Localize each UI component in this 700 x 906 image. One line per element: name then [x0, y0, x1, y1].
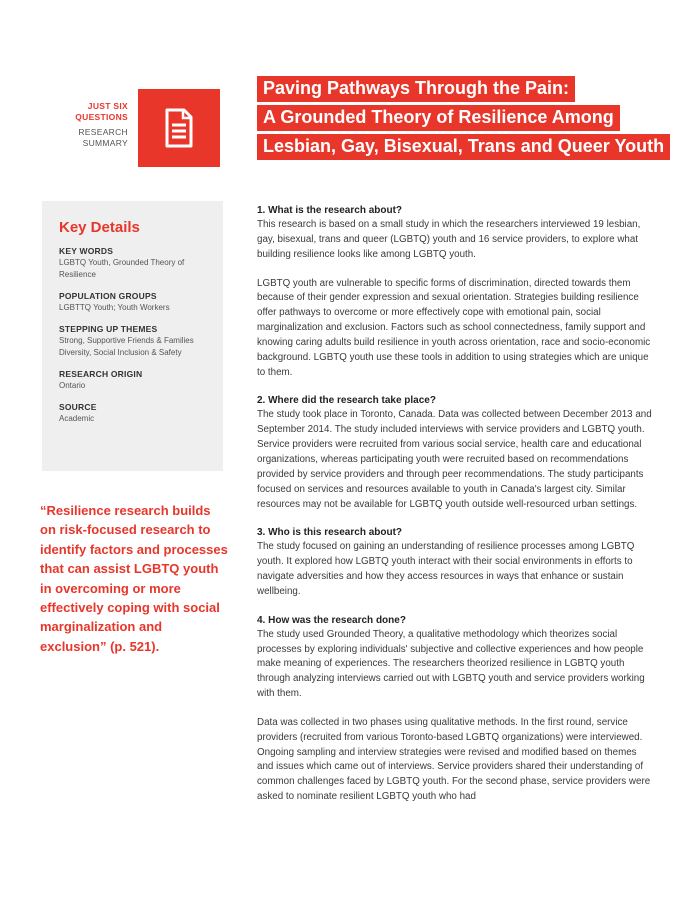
section-4-paragraph-1: The study used Grounded Theory, a qualitative methodology which theorizes social processes by exploring individuals' subjective and collective experiences and how people make meaning of experiences. The researchers theorized resilience in LGBTQ youth through analyzing interviews carried out with LGBTQ youth and service providers working with them. [257, 628, 645, 700]
stepping-up-themes-value: Strong, Supportive Friends & Families Diversity, Social Inclusion & Safety [59, 336, 194, 357]
title-line-1: Paving Pathways Through the Pain: [257, 76, 575, 102]
section-1-paragraph-2: LGBTQ youth are vulnerable to specific forms of discrimination, directed towards them because of their gender expression and sexual orientation. Strategies building resilience offer pathways to overcome or more effectively cope with emotional pain, social marginalization and exclusion. Factors such as school connectedness, family support and knowing caring adults build resilience in youth across orientation, race and socio-economic background. LGBTQ youth use these tools in addition to using strategies which are unique to them. [257, 277, 651, 378]
title-line-3: Lesbian, Gay, Bisexual, Trans and Queer Youth [257, 134, 670, 160]
series-type-line1: RESEARCH [78, 127, 128, 137]
pull-quote: “Resilience research builds on risk-focused research to identify factors and processes that can assist LGBTQ youth in overcoming or more effectively coping with social marginalization and exclusion” (p. 521). [40, 503, 228, 654]
key-words-label: KEY WORDS [59, 246, 114, 256]
population-groups-value: LGBTTQ Youth; Youth Workers [59, 303, 170, 312]
key-words-value: LGBTQ Youth, Grounded Theory of Resilience [59, 258, 185, 279]
section-4-paragraph-2: Data was collected in two phases using qualitative methods. In the first round, service providers (recruited from various Toronto-based LGBTQ organizations) were interviewed. Ongoing sampling and interview strategies were revised and modified based on themes and issues which came out of interviews. Service providers shared their understanding of common challenges faced by LGBTQ youth. For the second phase, service providers were asked to nominate resilient LGBTQ youth who had [257, 716, 651, 803]
research-origin-value: Ontario [59, 381, 86, 390]
section-1-heading: 1. What is the research about? [257, 205, 403, 216]
document-icon [165, 108, 193, 148]
series-type-line2: SUMMARY [82, 138, 128, 148]
key-details-title: Key Details [59, 219, 140, 236]
section-3-heading: 3. Who is this research about? [257, 527, 403, 539]
section-4-heading: 4. How was the research done? [257, 614, 406, 626]
research-origin-label: RESEARCH ORIGIN [59, 369, 143, 379]
stepping-up-themes-label: STEPPING UP THEMES [59, 324, 158, 334]
main-content [257, 203, 652, 805]
section-2-heading: 2. Where did the research take place? [257, 395, 436, 407]
key-details-panel [42, 201, 223, 471]
source-label: SOURCE [59, 402, 97, 412]
series-name-line1: JUST SIX [87, 101, 128, 111]
series-name-line2: QUESTIONS [75, 112, 128, 122]
source-value: Academic [59, 414, 95, 423]
section-2-paragraph-1: The study took place in Toronto, Canada. Data was collected between December 2013 and September 2014. The study included interviews with service providers and LGBTQ youth. Service providers were recruited from various social service, health care and educational organizations, whereas participating youth were recruited based on recommendations provided by service providers and through peer recommendations. The study participants focused on services and resources available to youth in Canada's largest city. Similar resources may not be available for LGBTQ youth outside well-resourced urban settings. [257, 409, 652, 510]
title-line-2: A Grounded Theory of Resilience Among [257, 105, 620, 131]
document-icon-box [138, 89, 220, 167]
section-3-paragraph-1: The study focused on gaining an understanding of resilience processes among LGBTQ youth. It explored how LGBTQ youth interact with their social environments in efforts to navigate adversities and how they access resources in ways that enhance or sustain wellbeing. [257, 541, 635, 597]
population-groups-label: POPULATION GROUPS [59, 291, 157, 301]
series-label [58, 101, 128, 149]
page-title [257, 76, 670, 163]
section-1-paragraph-1: This research is based on a small study in which the researchers interviewed 19 lesbian, gay, bisexual, trans and queer (LGBTQ) youth and 16 service providers, to explore what building resilience looks like among LGBTQ youth. [257, 219, 641, 260]
